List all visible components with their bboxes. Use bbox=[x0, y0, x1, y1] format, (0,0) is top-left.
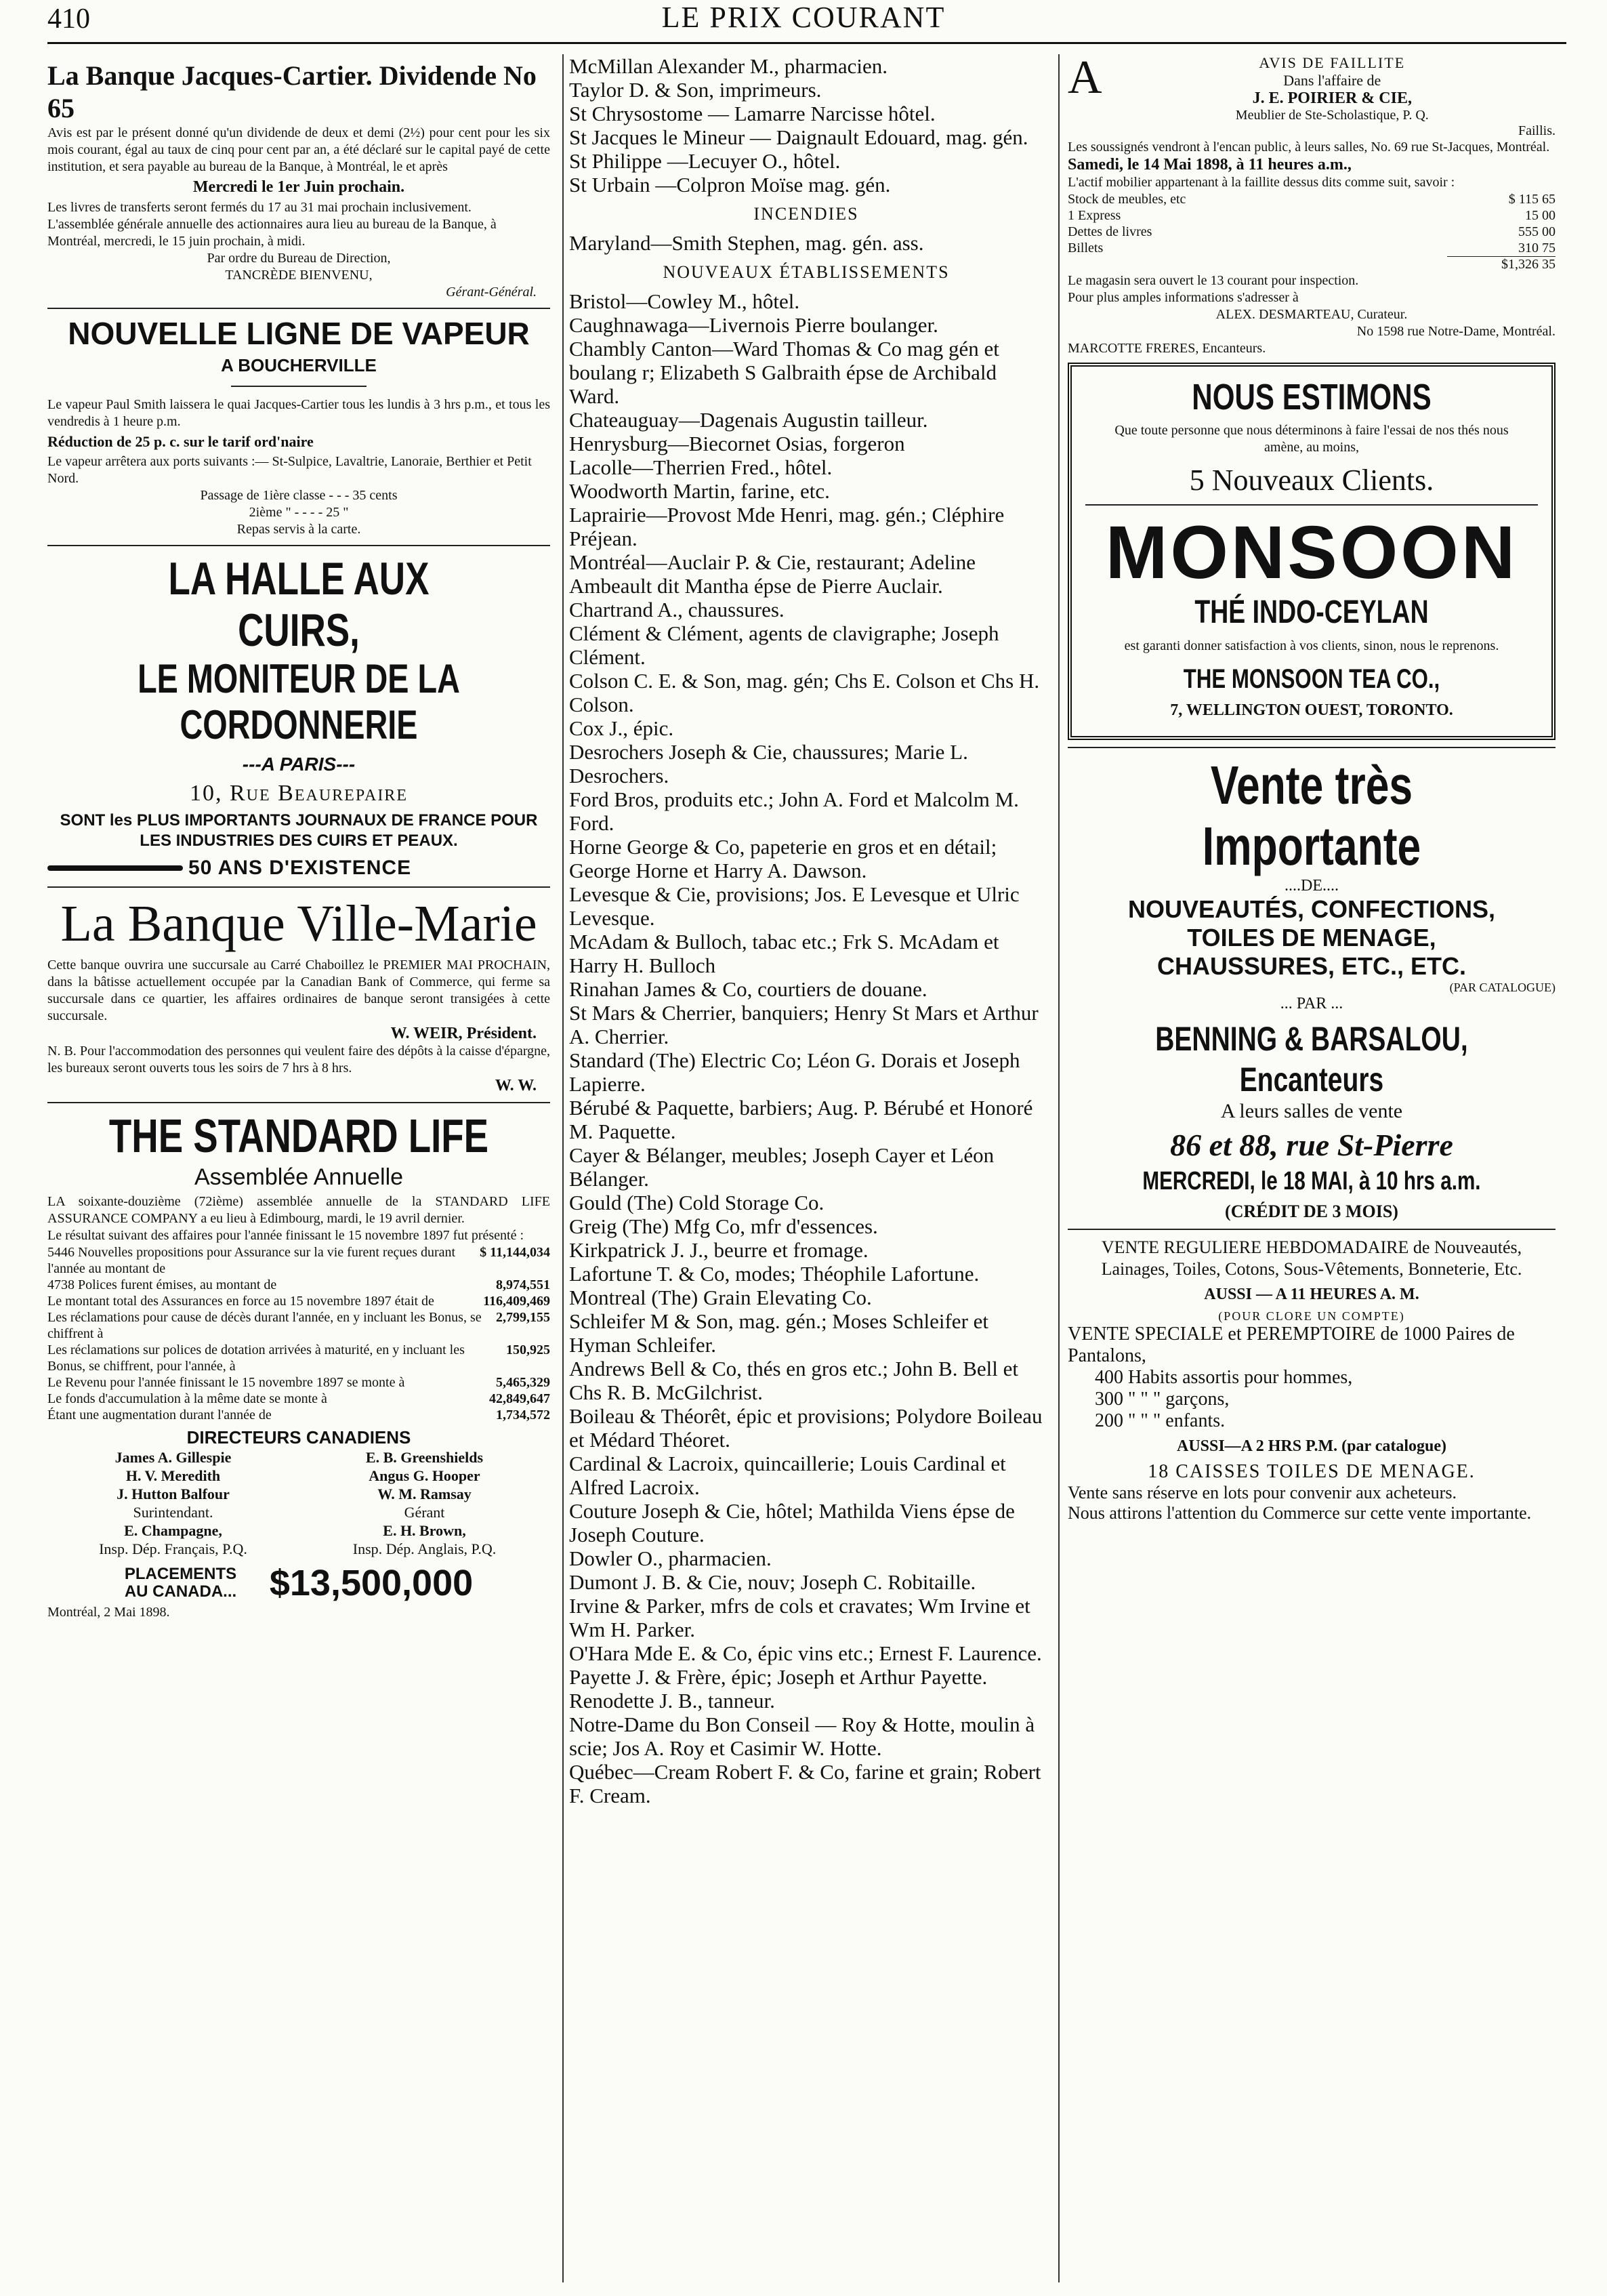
director-name: E. H. Brown, bbox=[383, 1522, 466, 1539]
director-name: J. Hutton Balfour bbox=[117, 1485, 230, 1502]
faillite-body-2: L'actif mobilier appartenant à la faillite dessus dits comme suit, savoir : bbox=[1068, 175, 1455, 190]
ville-marie-body: Cette banque ouvrira une succursale au Carré Chaboillez le PREMIER MAI PROCHAIN, dans la bâtisse actuellement occupée par la Canadian Bank of Commerce, qui ferme sa succursale dans ce quartier, les affaires ordinaires de banque seront transigées à cette succursale. bbox=[47, 958, 550, 1023]
inventory-row bbox=[1068, 240, 1556, 256]
vapeur-reduction: Réduction de 25 p. c. sur le tarif ord'naire bbox=[47, 433, 314, 450]
halle-title-2: LE MONITEUR DE LA CORDONNERIE bbox=[138, 656, 460, 747]
vente-also-2: AUSSI—A 2 HRS P.M. (par catalogue) bbox=[1176, 1437, 1447, 1455]
faillite-title: AVIS DE FAILLITE bbox=[1259, 54, 1406, 71]
listing-entry: St Jacques le Mineur — Daignault Edouard, mag. gén. bbox=[569, 125, 1028, 149]
monsoon-company: THE MONSOON TEA CO., bbox=[1183, 664, 1440, 694]
monsoon-clients: 5 Nouveaux Clients. bbox=[1189, 464, 1434, 497]
ledger-row bbox=[47, 1277, 550, 1293]
jacques-cartier-role: Gérant-Général. bbox=[446, 285, 537, 300]
vente-line-2: TOILES DE MENAGE, bbox=[1187, 924, 1436, 951]
inventory-row bbox=[1068, 207, 1556, 224]
listing-entry: Andrews Bell & Co, thés en gros etc.; John B. Bell et Chs R. B. McGilchrist. bbox=[569, 1357, 1018, 1404]
listing-entry: Irvine & Parker, mfrs de cols et cravates; Wm Irvine et Wm H. Parker. bbox=[569, 1594, 1030, 1641]
listing-entry: Notre-Dame du Bon Conseil — Roy & Hotte, moulin à scie; Jos A. Roy et Casimir W. Hotte. bbox=[569, 1713, 1035, 1760]
divider bbox=[231, 386, 367, 387]
ledger-value: 42,849,647 bbox=[489, 1391, 550, 1406]
jacques-cartier-date: Mercredi le 1er Juin prochain. bbox=[192, 178, 405, 196]
standard-life-title: THE STANDARD LIFE bbox=[108, 1109, 489, 1162]
director-name: H. V. Meredith bbox=[125, 1467, 221, 1484]
incendies-title: INCENDIES bbox=[753, 204, 859, 224]
vente-address: 86 et 88, rue St-Pierre bbox=[1170, 1128, 1453, 1162]
listing-entry: Payette J. & Frère, épic; Joseph et Arthur Payette. bbox=[569, 1665, 988, 1689]
nouveaux-title: NOUVEAUX ÉTABLISSEMENTS bbox=[663, 262, 950, 282]
listing-entry: Renodette J. B., tanneur. bbox=[569, 1689, 775, 1713]
inventory-label: Stock de meubles, etc bbox=[1068, 192, 1186, 207]
monsoon-estimons: NOUS ESTIMONS bbox=[1192, 377, 1432, 417]
standard-life-result: Le résultat suivant des affaires pour l'année finissant le 15 novembre 1897 fut présenté : bbox=[47, 1228, 524, 1243]
halle-city: ---A PARIS--- bbox=[242, 754, 356, 775]
inventory-row bbox=[1068, 224, 1556, 240]
monsoon-address: 7, WELLINGTON OUEST, TORONTO. bbox=[1170, 701, 1453, 719]
vente-attention: Nous attirons l'attention du Commerce sur cette vente importante. bbox=[1068, 1503, 1532, 1523]
listing-entry: Standard (The) Electric Co; Léon G. Dorais et Joseph Lapierre. bbox=[569, 1048, 1020, 1096]
ville-marie-initials: W. W. bbox=[495, 1077, 537, 1094]
divider bbox=[1068, 1229, 1556, 1230]
column-middle bbox=[562, 54, 1043, 2282]
listing-entry: Chateauguay—Dagenais Augustin tailleur. bbox=[569, 408, 928, 432]
divider bbox=[1085, 504, 1538, 506]
ledger-label: Le Revenu pour l'année finissant le 15 novembre 1897 se monte à bbox=[47, 1375, 405, 1390]
incendies-entry: Maryland—Smith Stephen, mag. gén. ass. bbox=[569, 231, 924, 255]
listing-entry: Chambly Canton—Ward Thomas & Co mag gén et boulang r; Elizabeth S Galbraith épse de Archibald Ward. bbox=[569, 337, 999, 408]
jacques-cartier-transfers: Les livres de transferts seront fermés du 17 au 31 mai prochain inclusivement. bbox=[47, 200, 472, 215]
listing-entry: Cardinal & Lacroix, quincaillerie; Louis Cardinal et Alfred Lacroix. bbox=[569, 1452, 1006, 1499]
inventory-label: 1 Express bbox=[1068, 208, 1121, 223]
listing-entry: Ford Bros, produits etc.; John A. Ford et Malcolm M. Ford. bbox=[569, 787, 1019, 835]
jacques-cartier-body: Avis est par le présent donné qu'un dividende de deux et demi (2½) pour cent pour les six mois courant, égal au taux de cinq pour cent par an, a été déclaré sur le capital payé de cette institution, et sera payable au bureau de la Banque, à Montréal, le et après bbox=[47, 125, 550, 174]
listing-entry: Gould (The) Cold Storage Co. bbox=[569, 1191, 825, 1214]
standard-life-dateline: Montréal, 2 Mai 1898. bbox=[47, 1605, 170, 1620]
listing-entry: Henrysburg—Biecornet Osias, forgeron bbox=[569, 432, 905, 455]
drop-cap: A bbox=[1068, 54, 1102, 104]
vente-salles: A leurs salles de vente bbox=[1220, 1100, 1403, 1122]
vente-weekly: VENTE REGULIERE HEBDOMADAIRE de Nouveautés, Lainages, Toiles, Cotons, Sous-Vêtements, Bonneterie, Etc. bbox=[1101, 1237, 1522, 1279]
listing-entry: St Philippe —Lecuyer O., hôtel. bbox=[569, 149, 841, 173]
vente-close: (POUR CLORE UN COMPTE) bbox=[1218, 1309, 1405, 1323]
halle-title: LA HALLE AUX CUIRS, bbox=[168, 553, 430, 656]
listing-entry: Horne George & Co, papeterie en gros et en détail; George Horne et Harry A. Dawson. bbox=[569, 835, 997, 882]
ville-marie-title: La Banque Ville-Marie bbox=[60, 895, 537, 952]
standard-life-ad bbox=[47, 1110, 550, 1621]
page-number: 410 bbox=[47, 3, 90, 35]
listing-entry: Colson C. E. & Son, mag. gén; Chs E. Colson et Chs H. Colson. bbox=[569, 669, 1040, 716]
faillite-name: J. E. POIRIER & CIE, bbox=[1252, 89, 1412, 107]
faillite-address: No 1598 rue Notre-Dame, Montréal. bbox=[1356, 324, 1556, 339]
monsoon-brand: MONSOON bbox=[1105, 511, 1518, 594]
divider bbox=[1068, 747, 1556, 748]
listing-entry: Desrochers Joseph & Cie, chaussures; Marie L. Desrochers. bbox=[569, 740, 968, 787]
jacques-cartier-signatory: TANCRÈDE BIENVENU, bbox=[225, 268, 373, 283]
listing-entry: Levesque & Cie, provisions; Jos. E Levesque et Ulric Levesque. bbox=[569, 882, 1020, 930]
standard-life-intro: LA soixante-douzième (72ième) assemblée annuelle de la STANDARD LIFE ASSURANCE COMPANY a eu lieu à Edimbourg, mardi, le 19 avril dernier. bbox=[47, 1194, 550, 1226]
director-name: E. B. Greenshields bbox=[365, 1449, 484, 1466]
vente-date: MERCREDI, le 18 MAI, à 10 hrs a.m. bbox=[1142, 1167, 1481, 1195]
vente-habits-1: 400 Habits assortis pour hommes, bbox=[1095, 1367, 1353, 1388]
jacques-cartier-notice bbox=[47, 60, 550, 301]
halle-years: 50 ANS D'EXISTENCE bbox=[188, 857, 412, 879]
placements-row bbox=[47, 1562, 550, 1604]
directors-grid bbox=[47, 1448, 550, 1558]
listing-entry: Lafortune T. & Co, modes; Théophile Lafortune. bbox=[569, 1262, 980, 1286]
jacques-cartier-order: Par ordre du Bureau de Direction, bbox=[207, 251, 391, 266]
jacques-cartier-assembly: L'assemblée générale annuelle des actionnaires aura lieu au bureau de la Banque, à Montréal, mercredi, le 15 juin prochain, à midi. bbox=[47, 217, 497, 249]
director-name: Angus G. Hooper bbox=[369, 1467, 480, 1484]
listing-entry: St Urbain —Colpron Moïse mag. gén. bbox=[569, 173, 891, 197]
vente-line-3: CHAUSSURES, ETC., ETC. bbox=[1156, 952, 1467, 980]
faillite-items bbox=[1068, 191, 1556, 256]
faillite-open: Le magasin sera ouvert le 13 courant pour inspection. bbox=[1068, 273, 1359, 288]
ledger-row bbox=[47, 1244, 550, 1277]
listing-entry: St Mars & Cherrier, banquiers; Henry St Mars et Arthur A. Cherrier. bbox=[569, 1001, 1039, 1048]
listing-entry: Montréal—Auclair P. & Cie, restaurant; Adeline Ambeault dit Mantha épse de Pierre Auclair. bbox=[569, 550, 976, 598]
halle-address: 10, Rue Beaurepaire bbox=[190, 781, 408, 806]
vente-habits-3: 200 " " " enfants. bbox=[1095, 1410, 1226, 1431]
ledger-value: 5,465,329 bbox=[496, 1375, 550, 1390]
faillite-info: Pour plus amples informations s'adresser à bbox=[1068, 290, 1299, 305]
vente-sans: Vente sans réserve en lots pour convenir aux acheteurs. bbox=[1068, 1483, 1457, 1502]
director-name: James A. Gillespie bbox=[114, 1449, 232, 1466]
listing-entry: Chartrand A., chaussures. bbox=[569, 598, 785, 621]
ledger-row bbox=[47, 1342, 550, 1374]
director-name: Surintendant. bbox=[133, 1504, 213, 1521]
faillite-trade: Meublier de Ste-Scholastique, P. Q. bbox=[1235, 108, 1429, 123]
listing-entry: Dowler O., pharmacien. bbox=[569, 1546, 772, 1570]
faillite-date: Samedi, le 14 Mai 1898, à 11 heures a.m., bbox=[1068, 156, 1352, 173]
inventory-value: 15 00 bbox=[1525, 208, 1556, 223]
listing-entry: O'Hara Mde E. & Co, épic vins etc.; Ernest F. Laurence. bbox=[569, 1641, 1042, 1665]
vente-also-1: AUSSI — A 11 HEURES A. M. bbox=[1204, 1286, 1419, 1303]
faillite-total: $1,326 35 bbox=[1447, 256, 1556, 272]
vapeur-fare-1: Passage de 1ière classe - - - 35 cents bbox=[200, 488, 398, 503]
divider bbox=[47, 545, 550, 546]
listing-entry: Caughnawaga—Livernois Pierre boulanger. bbox=[569, 313, 938, 337]
ville-marie-note: N. B. Pour l'accommodation des personnes qui veulent faire des dépôts à la caisse d'épargne, les bureaux seront ouverts tous les soirs de 7 hrs à 8 hrs. bbox=[47, 1044, 550, 1075]
listing-entry: Bristol—Cowley M., hôtel. bbox=[569, 289, 800, 313]
inventory-value: $ 115 65 bbox=[1508, 192, 1556, 207]
ledger-label: 5446 Nouvelles propositions pour Assurance sur la vie furent reçues durant l'année au montant de bbox=[47, 1245, 456, 1276]
monsoon-body: Que toute personne que nous déterminons à faire l'essai de nos thés nous amène, au moins, bbox=[1114, 423, 1509, 455]
top-rule bbox=[47, 42, 1566, 44]
ledger-label: Étant une augmentation durant l'année de bbox=[47, 1408, 272, 1422]
director-name: E. Champagne, bbox=[124, 1522, 222, 1539]
ville-marie-ad bbox=[47, 895, 550, 1095]
listing-entry: Dumont J. B. & Cie, nouv; Joseph C. Robitaille. bbox=[569, 1570, 976, 1594]
vapeur-stops: Le vapeur arrêtera aux ports suivants :— St-Sulpice, Lavaltrie, Lanoraie, Berthier et Petit Nord. bbox=[47, 454, 532, 486]
ledger-value: 116,409,469 bbox=[483, 1294, 550, 1309]
halle-description: SONT les PLUS IMPORTANTS JOURNAUX DE FRANCE POUR LES INDUSTRIES DES CUIRS ET PEAUX. bbox=[60, 811, 538, 850]
ledger-value: 8,974,551 bbox=[496, 1277, 550, 1292]
column-left bbox=[47, 54, 550, 2282]
faillite-notice bbox=[1068, 54, 1556, 357]
faillite-body: Les soussignés vendront à l'encan public, à leurs salles, No. 69 rue St-Jacques, Montréal. bbox=[1068, 140, 1550, 155]
listing-entry: St Chrysostome — Lamarre Narcisse hôtel. bbox=[569, 102, 936, 125]
vapeur-subtitle: A BOUCHERVILLE bbox=[221, 355, 377, 375]
inventory-value: 310 75 bbox=[1518, 241, 1556, 255]
listing-entry: Cayer & Bélanger, meubles; Joseph Cayer et Léon Bélanger. bbox=[569, 1143, 995, 1191]
placements-value: $13,500,000 bbox=[269, 1563, 474, 1603]
vapeur-title: NOUVELLE LIGNE DE VAPEUR bbox=[68, 316, 530, 351]
ledger-value: 1,734,572 bbox=[496, 1408, 550, 1422]
vente-credit: (CRÉDIT DE 3 MOIS) bbox=[1225, 1202, 1398, 1221]
ledger-label: Le montant total des Assurances en force au 15 novembre 1897 était de bbox=[47, 1294, 434, 1309]
listing-entry: McAdam & Bulloch, tabac etc.; Frk S. McAdam et Harry H. Bulloch bbox=[569, 930, 999, 977]
listing-entry: Woodworth Martin, farine, etc. bbox=[569, 479, 830, 503]
running-title: LE PRIX COURANT bbox=[661, 1, 946, 34]
vente-de: ....DE.... bbox=[1285, 877, 1339, 895]
ledger-row bbox=[47, 1391, 550, 1407]
divider bbox=[47, 308, 550, 309]
ledger-row bbox=[47, 1407, 550, 1423]
monsoon-ad bbox=[1068, 363, 1556, 740]
listing-entry: Bérubé & Paquette, barbiers; Aug. P. Bérubé et Honoré M. Paquette. bbox=[569, 1096, 1033, 1143]
vapeur-meals: Repas servis à la carte. bbox=[236, 522, 361, 537]
placements-label: PLACEMENTS AU CANADA... bbox=[124, 1565, 237, 1601]
vente-cases: 18 CAISSES TOILES DE MENAGE. bbox=[1148, 1461, 1476, 1482]
pen-rule bbox=[47, 865, 183, 871]
director-name: W. M. Ramsay bbox=[377, 1485, 472, 1502]
vente-title: Vente très Importante bbox=[1202, 755, 1421, 876]
listing-entry: Taylor D. & Son, imprimeurs. bbox=[569, 78, 822, 102]
inventory-label: Billets bbox=[1068, 241, 1104, 255]
faillite-sub: Dans l'affaire de bbox=[1283, 72, 1381, 89]
standard-life-table bbox=[47, 1244, 550, 1423]
listing-entry: Cox J., épic. bbox=[569, 716, 674, 740]
vente-auctioneers: BENNING & BARSALOU, Encanteurs bbox=[1155, 1020, 1468, 1099]
vente-catalogue: (PAR CATALOGUE) bbox=[1449, 981, 1556, 994]
directors-title: DIRECTEURS CANADIENS bbox=[186, 1427, 411, 1448]
ville-marie-president: W. WEIR, Président. bbox=[390, 1025, 537, 1042]
halle-years-row bbox=[47, 857, 550, 880]
vapeur-body: Le vapeur Paul Smith laissera le quai Jacques-Cartier tous les lundis à 3 hrs p.m., et tous les vendredis à 1 heure p.m. bbox=[47, 397, 550, 429]
listing-entry: Rinahan James & Co, courtiers de douane. bbox=[569, 977, 927, 1001]
vapeur-fare-2: 2ième " - - - - 25 " bbox=[249, 505, 349, 520]
listing-entry: Clément & Clément, agents de clavigraphe; Joseph Clément. bbox=[569, 621, 999, 669]
divider bbox=[47, 886, 550, 888]
halle-ad bbox=[47, 553, 550, 880]
divider bbox=[47, 1102, 550, 1103]
vente-ad bbox=[1068, 755, 1556, 1523]
listing-entry: Boileau & Théorêt, épic et provisions; Polydore Boileau et Médard Théoret. bbox=[569, 1404, 1043, 1452]
inventory-label: Dettes de livres bbox=[1068, 224, 1152, 239]
vente-habits-2: 300 " " " garçons, bbox=[1095, 1389, 1230, 1410]
inventory-value: 555 00 bbox=[1518, 224, 1556, 239]
faillite-header bbox=[1068, 54, 1556, 139]
director-name: Insp. Dép. Anglais, P.Q. bbox=[352, 1540, 497, 1557]
ledger-value: 2,799,155 bbox=[496, 1310, 550, 1325]
listing-entry: Kirkpatrick J. J., beurre et fromage. bbox=[569, 1238, 869, 1262]
vente-special: VENTE SPECIALE et PEREMPTOIRE de 1000 Paires de Pantalons, bbox=[1068, 1324, 1515, 1366]
monsoon-tea: THÉ INDO-CEYLAN bbox=[1194, 594, 1429, 630]
listing-entry: Greig (The) Mfg Co, mfr d'essences. bbox=[569, 1214, 878, 1238]
listing-entry: Lacolle—Therrien Fred., hôtel. bbox=[569, 455, 833, 479]
standard-life-subtitle: Assemblée Annuelle bbox=[194, 1164, 404, 1190]
jacques-cartier-title: La Banque Jacques-Cartier. Dividende No 65 bbox=[47, 60, 537, 123]
listing-entry: Québec—Cream Robert F. & Co, farine et grain; Robert F. Cream. bbox=[569, 1760, 1041, 1807]
faillite-auctioneers: MARCOTTE FRERES, Encanteurs. bbox=[1068, 341, 1266, 356]
listing-entries bbox=[569, 289, 1043, 1807]
faillite-curator: ALEX. DESMARTEAU, Curateur. bbox=[1215, 307, 1408, 322]
ledger-row bbox=[47, 1293, 550, 1309]
vente-line-1: NOUVEAUTÉS, CONFECTIONS, bbox=[1127, 895, 1496, 923]
ledger-row bbox=[47, 1309, 550, 1342]
listing-entry: Schleifer M & Son, mag. gén.; Moses Schleifer et Hyman Schleifer. bbox=[569, 1309, 989, 1357]
director-name: Gérant bbox=[404, 1504, 445, 1521]
listing-entry: Laprairie—Provost Mde Henri, mag. gén.; Cléphire Préjean. bbox=[569, 503, 1005, 550]
inventory-row bbox=[1068, 191, 1556, 207]
ledger-label: Les réclamations sur polices de dotation arrivées à maturité, en y incluant les Bonus, se chiffrent, pour l'année, à bbox=[47, 1342, 465, 1374]
column-right bbox=[1058, 54, 1556, 2282]
listing-top bbox=[569, 54, 1043, 197]
listing-entry: Montreal (The) Grain Elevating Co. bbox=[569, 1286, 872, 1309]
ledger-value: $ 11,144,034 bbox=[480, 1245, 550, 1260]
faillite-status: Faillis. bbox=[1518, 123, 1556, 138]
ledger-value: 150,925 bbox=[506, 1342, 550, 1357]
ledger-row bbox=[47, 1374, 550, 1391]
director-name: Insp. Dép. Français, P.Q. bbox=[99, 1540, 247, 1557]
monsoon-guarantee: est garanti donner satisfaction à vos clients, sinon, nous le reprenons. bbox=[1124, 638, 1499, 653]
vente-par: ... PAR ... bbox=[1280, 995, 1343, 1012]
listing-entry: Couture Joseph & Cie, hôtel; Mathilda Viens épse de Joseph Couture. bbox=[569, 1499, 1015, 1546]
listing-entry: McMillan Alexander M., pharmacien. bbox=[569, 54, 888, 78]
ledger-label: 4738 Polices furent émises, au montant de bbox=[47, 1277, 277, 1292]
ledger-label: Le fonds d'accumulation à la même date se monte à bbox=[47, 1391, 327, 1406]
vapeur-ad bbox=[47, 316, 550, 538]
ledger-label: Les réclamations pour cause de décès durant l'année, en y incluant les Bonus, se chiffrent à bbox=[47, 1310, 482, 1341]
